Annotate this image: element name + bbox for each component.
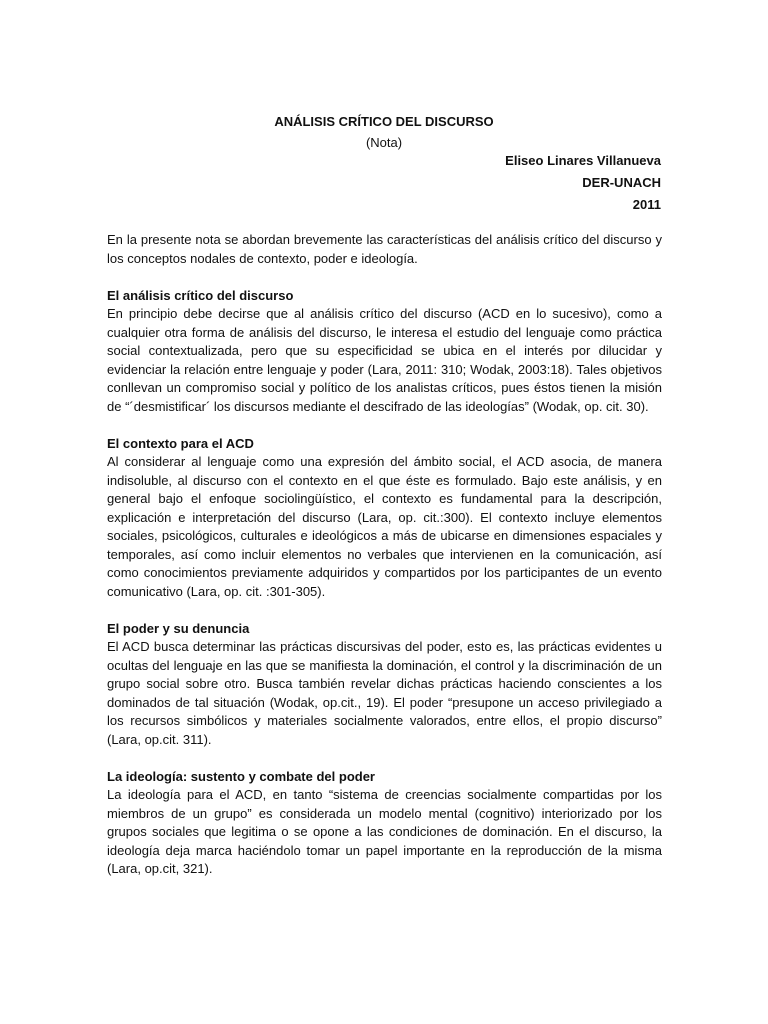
author-block [505, 150, 661, 216]
section-heading: El contexto para el ACD [107, 435, 254, 451]
section-paragraph: Al considerar al lenguaje como una expresión del ámbito social, el ACD asocia, de manera indisoluble, al discurso con el contexto en el que éste es formulado. Bajo este análisis, y en general bajo el enfoque sociolingüístico, el contexto es fundamental para la descripción, explicación e interpretación del discurso (Lara, op. cit.:300). El contexto incluye elementos sociales, psicológicos, culturales e ideológicos a más de ubicarse en dimensiones espaciales y temporales, así como incluir elementos no verbales que intervienen en la comunicación, así como conocimientos previamente adquiridos y compartidos por los participantes de un evento comunicativo (Lara, op. cit. :301-305). [107, 454, 662, 599]
title-block [0, 111, 768, 153]
section-heading: El análisis crítico del discurso [107, 287, 294, 303]
section-paragraph: La ideología para el ACD, en tanto “sistema de creencias socialmente compartidas por los miembros de un grupo” es considerada un modelo mental (cognitivo) interiorizado por los grupos sociales que legitima o se opone a las condiciones de dominación. En el discurso, la ideología deja marca haciéndolo tomar un papel importante en la reproducción de la misma (Lara, op.cit, 321). [107, 787, 662, 876]
author-institution: DER-UNACH [582, 175, 661, 190]
section-heading: El poder y su denuncia [107, 620, 250, 636]
section-ideologia [107, 768, 662, 879]
section-heading: La ideología: sustento y combate del poder [107, 768, 375, 784]
intro-paragraph: En la presente nota se abordan brevemente las características del análisis crítico del discurso y los conceptos nodales de contexto, poder e ideología. [107, 232, 662, 266]
section-contexto [107, 435, 662, 602]
document-body [107, 231, 662, 897]
section-poder [107, 620, 662, 750]
section-paragraph: En principio debe decirse que al análisis crítico del discurso (ACD en lo sucesivo), como a cualquier otra forma de análisis del discurso, le interesa el estudio del lenguaje como práctica social contextualizada, pero que su especificidad se ubica en el interés por dilucidar y evidenciar la relación entre lenguaje y poder (Lara, 2011: 310; Wodak, 2003:18). Tales objetivos conllevan un compromiso social y político de los analistas críticos, pues éstos tienen la misión de “´desmistificar´ los discursos mediante el descifrado de las ideologías” (Wodak, op. cit. 30). [107, 306, 662, 414]
document-year: 2011 [632, 197, 661, 212]
document-subtitle: (Nota) [365, 135, 403, 150]
section-acd [107, 287, 662, 417]
author-name: Eliseo Linares Villanueva [505, 153, 661, 168]
document-title: ANÁLISIS CRÍTICO DEL DISCURSO [274, 114, 494, 129]
section-paragraph: El ACD busca determinar las prácticas discursivas del poder, esto es, las prácticas evidentes u ocultas del lenguaje en las que se manifiesta la dominación, el control y la discriminación de un grupo social sobre otro. Busca también revelar dichas prácticas haciendo conscientes a los dominados de tal situación (Wodak, op.cit., 19). El poder “presupone un acceso privilegiado a los recursos simbólicos y materiales socialmente valorados, entre ellos, el propio discurso” (Lara, op.cit. 311). [107, 639, 662, 747]
